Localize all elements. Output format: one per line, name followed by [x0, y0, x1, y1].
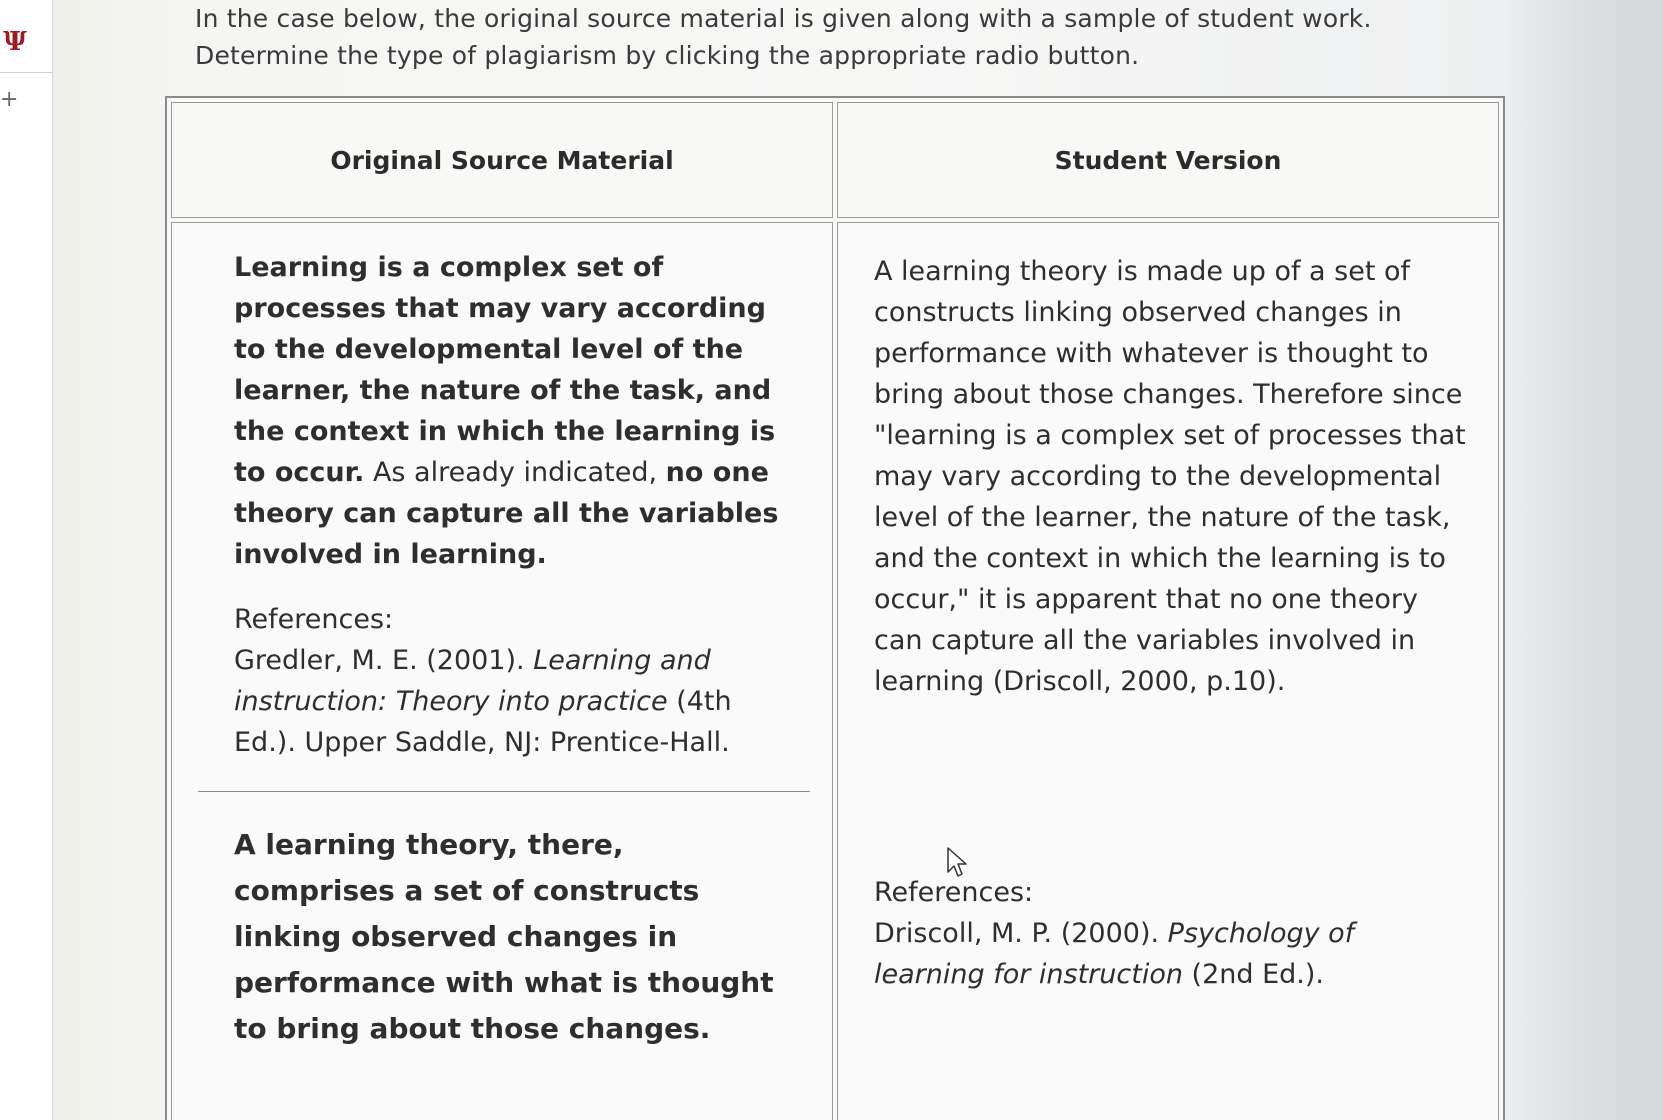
original-paragraph-2: A learning theory, there, comprises a set of constructs linking observed changes in performance with what is thought to bring about those changes.	[234, 828, 774, 1045]
original-paragraph-1	[234, 247, 780, 575]
instructions-line-1: In the case below, the original source material is given along with a sample of student work.	[195, 4, 1372, 33]
rail-divider	[0, 72, 52, 73]
student-ref-author: Driscoll, M. P. (2000).	[874, 918, 1168, 949]
original-reference	[234, 640, 780, 763]
student-text: A learning theory is made up of a set of constructs linking observed changes in performance with whatever is thought to bring about those changes. Therefore since "learning is a complex set of processes that may vary according to the developmental level of the learner, the nature of the task, and the context in which the learning is to occur," it is apparent that no one theory can capture all the variables involved in learning (Driscoll, 2000, p.10).	[874, 256, 1466, 697]
university-logo-icon[interactable]: Ψ	[3, 27, 27, 57]
table-row	[171, 222, 1499, 1120]
instructions-line-2: Determine the type of plagiarism by clicking the appropriate radio button.	[195, 41, 1140, 70]
original-references-label: References:	[234, 604, 394, 635]
original-regular-text: As already indicated,	[364, 457, 666, 488]
student-ref-title: Psychology of learning for instruction	[874, 918, 1355, 990]
header-student-version: Student Version	[837, 102, 1499, 218]
left-rail	[0, 0, 53, 1120]
student-ref-rest: (2nd Ed.).	[1182, 959, 1324, 990]
original-ref-title: Learning and instruction: Theory into practice	[234, 645, 711, 717]
original-ref-author: Gredler, M. E. (2001).	[234, 645, 534, 676]
instructions	[195, 0, 1495, 74]
plus-icon[interactable]: +	[0, 87, 19, 112]
original-bold-text: Learning is a complex set of processes that may vary according to the developmental level of the learner, the nature of the task, and the context in which the learning is to occur.	[234, 252, 776, 488]
mouse-cursor-icon	[946, 846, 968, 878]
table-header-row	[171, 102, 1499, 218]
original-divider	[198, 791, 810, 792]
original-bold-text-end: no one theory can capture all the variables involved in learning.	[234, 457, 779, 570]
original-source-cell	[171, 222, 833, 1120]
header-original-source: Original Source Material	[171, 102, 833, 218]
student-reference	[874, 913, 1468, 995]
screen-edge-shade	[1503, 0, 1663, 1120]
original-ref-rest: (4th Ed.). Upper Saddle, NJ: Prentice-Hall.	[234, 686, 732, 758]
student-version-cell	[837, 222, 1499, 1120]
student-references	[874, 872, 1468, 995]
student-references-label: References:	[874, 877, 1034, 908]
comparison-table	[165, 96, 1505, 1120]
